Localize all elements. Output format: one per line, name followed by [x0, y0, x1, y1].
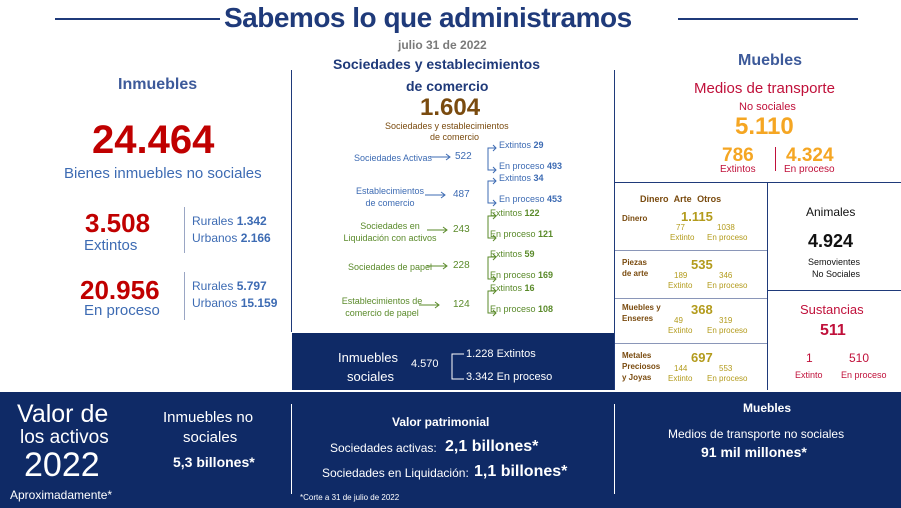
animales-value: 4.924: [808, 231, 854, 251]
sociedad-row-extintos: Extintos 122: [490, 208, 540, 218]
transporte-extintos-label: Extintos: [720, 164, 756, 175]
divider: [775, 147, 776, 171]
muebles-divider: [768, 290, 901, 291]
sociedad-row-proceso: En proceso 108: [490, 304, 554, 314]
arrow-right-icon: [419, 301, 443, 309]
arrow-right-icon: [430, 153, 454, 161]
report-date: julio 31 de 2022: [398, 38, 487, 52]
muebles-item-total: 697: [691, 350, 713, 365]
sociedad-row-proceso: En proceso 121: [490, 229, 554, 239]
proceso-urbanos: Urbanos 15.159: [192, 296, 278, 310]
muebles-item-divider: [615, 250, 767, 251]
muebles-item-proc-label: En proceso: [707, 326, 748, 335]
sociedades-title-2: de comercio: [406, 78, 489, 94]
muebles-item-label: Dinero: [622, 214, 648, 223]
sociedades-total-label-2: de comercio: [430, 132, 480, 142]
muebles-item-label: Piezas de arte: [622, 258, 649, 278]
inm-sociales-label-2: sociales: [347, 369, 394, 384]
footer-inm-line-2: sociales: [183, 429, 238, 446]
arrow-right-icon: [425, 191, 449, 199]
divider: [184, 207, 185, 253]
muebles-item-ext: 49: [674, 316, 683, 325]
muebles-divider: [767, 182, 768, 390]
sustancias-ext: 1: [806, 351, 813, 365]
sociedad-row-value: 522: [455, 151, 472, 162]
header-rule-left: [55, 18, 220, 20]
muebles-item-label: Muebles y Enseres: [622, 303, 661, 323]
bracket-icon: [448, 349, 466, 383]
muebles-item-divider: [615, 343, 767, 344]
footer-divider: [291, 404, 292, 494]
sustancias-title: Sustancias: [800, 302, 864, 317]
muebles-item-total: 535: [691, 257, 713, 272]
muebles-table-header: Dinero Arte Otros: [640, 194, 722, 204]
muebles-item-proc-label: En proceso: [707, 233, 748, 242]
inmuebles-title: Inmuebles: [118, 76, 198, 93]
muebles-item-proc-label: En proceso: [707, 374, 748, 383]
column-divider: [614, 70, 615, 390]
inmuebles-total-label: Bienes inmuebles no sociales: [64, 165, 262, 182]
page-title: Sabemos lo que administramos: [224, 2, 632, 33]
proceso-rurales: Rurales 5.797: [192, 279, 267, 293]
sociedad-row-label: Sociedades en Liquidación con activos: [343, 221, 437, 243]
extintos-rurales: Rurales 1.342: [192, 214, 267, 228]
muebles-item-ext-label: Extinto: [668, 326, 693, 335]
sustancias-proc-label: En proceso: [841, 370, 887, 380]
muebles-item-label: Metales Preciosos y Joyas: [622, 351, 661, 382]
sociedades-title-1: Sociedades y establecimientos: [333, 56, 540, 72]
sociedad-row-extintos: Extintos 29: [499, 140, 544, 150]
valor-year: 2022: [24, 446, 100, 484]
sociedad-row-extintos: Extintos 16: [490, 283, 535, 293]
patrimonial-title: Valor patrimonial: [392, 415, 490, 429]
valor-line-2: los activos: [20, 427, 109, 448]
sociedades-total-label-1: Sociedades y establecimientos: [385, 121, 509, 131]
sustancias-value: 511: [820, 322, 846, 339]
animales-label-2: No Sociales: [812, 269, 861, 279]
inmuebles-total: 24.464: [92, 118, 215, 162]
footer-muebles-sub: Medios de transporte no sociales: [668, 427, 845, 441]
muebles-item-ext: 77: [676, 223, 685, 232]
sociedad-row-value: 124: [453, 299, 470, 310]
column-divider: [291, 70, 292, 332]
divider: [184, 272, 185, 320]
muebles-item-ext-label: Extinto: [668, 374, 693, 383]
muebles-item-ext: 189: [674, 271, 688, 280]
valor-line-1: Valor de: [17, 400, 109, 428]
liquidacion-label: Sociedades en Liquidación:: [322, 466, 469, 480]
muebles-item-ext-label: Extinto: [670, 233, 695, 242]
inmuebles-extintos-label: Extintos: [84, 237, 138, 254]
arrow-right-icon: [427, 226, 451, 234]
inm-sociales-proceso: 3.342 En proceso: [466, 371, 553, 383]
transporte-title: Medios de transporte: [694, 80, 835, 97]
bracket-icon: [484, 177, 498, 207]
inm-sociales-label-1: Inmuebles: [338, 350, 398, 365]
sociedad-row-extintos: Extintos 59: [490, 249, 535, 259]
footer-inm-value: 5,3 billones*: [173, 454, 255, 470]
muebles-item-proc: 319: [719, 316, 733, 325]
muebles-item-divider: [615, 298, 767, 299]
transporte-proceso-label: En proceso: [784, 164, 835, 175]
sustancias-ext-label: Extinto: [795, 370, 823, 380]
sustancias-proc: 510: [849, 351, 870, 365]
header-rule-right: [678, 18, 858, 20]
sociedad-row-label: Sociedades de papel: [347, 262, 433, 272]
no-sociales-label: No sociales: [739, 101, 796, 113]
valor-note: Aproximadamente*: [10, 488, 113, 502]
liquidacion-value: 1,1 billones*: [474, 463, 568, 480]
corte-note: *Corte a 31 de julio de 2022: [300, 493, 400, 502]
transporte-extintos: 786: [722, 145, 754, 166]
muebles-divider: [615, 182, 901, 183]
transporte-proceso: 4.324: [786, 145, 834, 166]
muebles-item-total: 368: [691, 302, 713, 317]
sociedad-row-proceso: En proceso 493: [499, 161, 563, 171]
sociedad-row-proceso: En proceso 169: [490, 270, 554, 280]
activas-label: Sociedades activas:: [330, 441, 437, 455]
muebles-item-proc: 553: [719, 364, 733, 373]
sociedad-row-proceso: En proceso 453: [499, 194, 563, 204]
activas-value: 2,1 billones*: [445, 438, 539, 455]
inm-sociales-value: 4.570: [411, 358, 439, 370]
footer-inm-line-1: Inmuebles no: [163, 409, 254, 426]
transporte-total: 5.110: [735, 113, 794, 140]
muebles-item-ext-label: Extinto: [668, 281, 693, 290]
sociedad-row-extintos: Extintos 34: [499, 173, 544, 183]
sociedad-row-label: Sociedades Activas: [353, 153, 433, 163]
inmuebles-extintos-value: 3.508: [85, 208, 151, 238]
sociedad-row-value: 228: [453, 260, 470, 271]
footer-muebles-value: 91 mil millones*: [701, 444, 807, 460]
muebles-item-total: 1.115: [681, 209, 713, 224]
muebles-item-proc: 1038: [717, 223, 735, 232]
inm-sociales-extintos: 1.228 Extintos: [466, 348, 536, 360]
arrow-right-icon: [427, 262, 451, 270]
animales-title: Animales: [806, 205, 856, 219]
footer-divider: [614, 404, 615, 494]
inmuebles-proceso-value: 20.956: [80, 275, 160, 305]
sociedad-row-label: Establecimientos de comercio de papel: [341, 296, 423, 318]
muebles-title: Muebles: [738, 52, 803, 69]
muebles-item-ext: 144: [674, 364, 688, 373]
muebles-item-proc: 346: [719, 271, 733, 280]
muebles-item-proc-label: En proceso: [707, 281, 748, 290]
bracket-icon: [484, 144, 498, 174]
extintos-urbanos: Urbanos 2.166: [192, 231, 271, 245]
sociedad-row-value: 243: [453, 224, 470, 235]
inmuebles-proceso-label: En proceso: [84, 302, 160, 319]
footer-muebles-title: Muebles: [743, 401, 792, 415]
sociedades-total: 1.604: [420, 94, 481, 121]
animales-label-1: Semovientes: [808, 257, 861, 267]
sociedad-row-label: Establecimientos de comercio: [355, 186, 425, 208]
sociedad-row-value: 487: [453, 189, 470, 200]
